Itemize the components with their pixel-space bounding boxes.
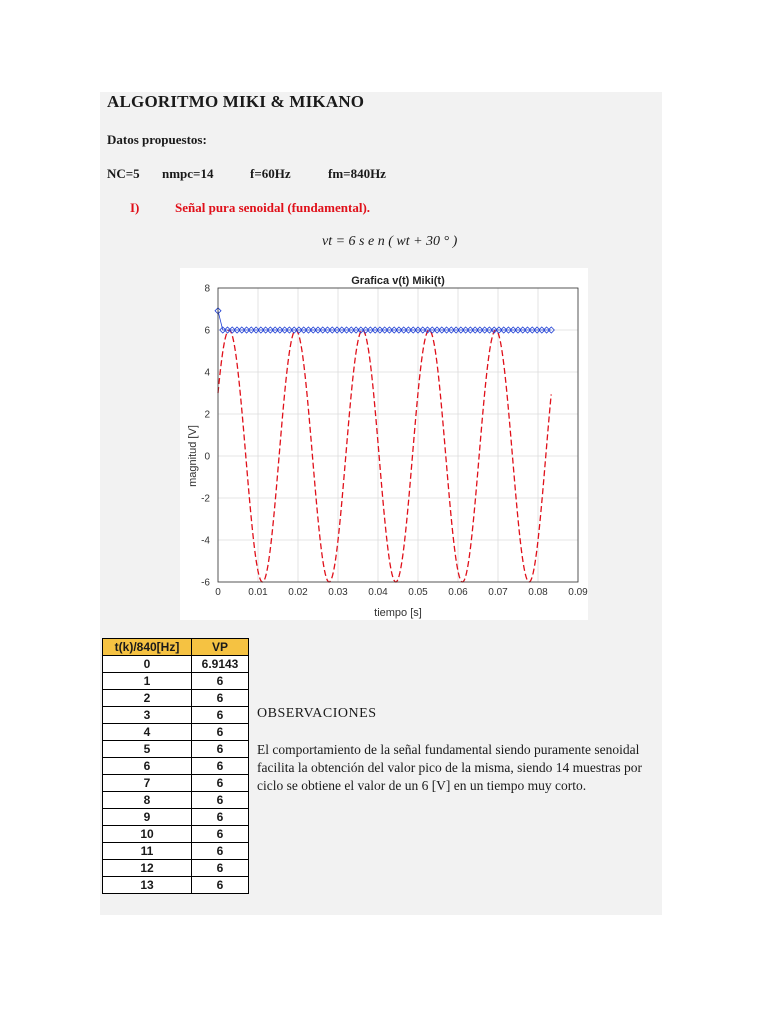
table-cell-vp: 6	[192, 843, 249, 860]
table-cell-vp: 6	[192, 775, 249, 792]
x-tick-label: 0.03	[328, 587, 348, 598]
param-f: f=60Hz	[250, 166, 291, 181]
param-nc: NC=5	[107, 166, 140, 181]
observaciones-title: OBSERVACIONES	[257, 706, 377, 721]
y-tick-label: 0	[204, 451, 210, 463]
chart-svg	[180, 268, 588, 620]
table-row	[103, 860, 249, 877]
y-tick-label: 2	[204, 409, 210, 421]
y-tick-label: 4	[204, 367, 210, 379]
table-cell-tk: 4	[103, 724, 192, 741]
section-text: Señal pura senoidal (fundamental).	[175, 200, 371, 215]
table-row	[103, 673, 249, 690]
x-tick-label: 0.04	[368, 587, 388, 598]
table-cell-tk: 9	[103, 809, 192, 826]
table-cell-tk: 12	[103, 860, 192, 877]
table-cell-tk: 13	[103, 877, 192, 894]
table-cell-vp: 6.9143	[192, 656, 249, 673]
observaciones-text: El comportamiento de la señal fundamental siendo puramente senoidal facilita la obtención del valor pico de la misma, siendo 14 muestras por ciclo se obtiene el valor de un 6 [V] en un tiempo muy corto.	[257, 742, 643, 793]
chart	[180, 268, 588, 620]
x-tick-label: 0.08	[528, 587, 548, 598]
table-row	[103, 741, 249, 758]
table-row	[103, 843, 249, 860]
y-tick-label: -4	[201, 535, 210, 547]
table-row	[103, 877, 249, 894]
table-body	[103, 656, 249, 894]
param-nmpc: nmpc=14	[162, 166, 214, 181]
y-tick-label: -2	[201, 493, 210, 505]
y-tick-label: 6	[204, 325, 210, 337]
chart-ylabel: magnitud [V]	[187, 425, 199, 487]
table-cell-tk: 6	[103, 758, 192, 775]
table-header-tk: t(k)/840[Hz]	[103, 639, 192, 656]
table-cell-vp: 6	[192, 860, 249, 877]
chart-title: Grafica v(t) Miki(t)	[351, 275, 445, 287]
table-cell-vp: 6	[192, 673, 249, 690]
table-cell-tk: 11	[103, 843, 192, 860]
document-title: ALGORITMO MIKI & MIKANO	[107, 92, 365, 111]
section-heading	[130, 200, 371, 216]
table-cell-tk: 8	[103, 792, 192, 809]
table-header-row	[103, 639, 249, 656]
table-row	[103, 792, 249, 809]
table-cell-vp: 6	[192, 707, 249, 724]
param-fm: fm=840Hz	[328, 166, 386, 181]
vp-table	[102, 638, 249, 894]
table-cell-tk: 10	[103, 826, 192, 843]
table-row	[103, 707, 249, 724]
datos-propuestos-label: Datos propuestos:	[107, 132, 207, 147]
x-tick-label: 0.06	[448, 587, 468, 598]
x-tick-label: 0.09	[568, 587, 588, 598]
table-cell-tk: 3	[103, 707, 192, 724]
table-cell-vp: 6	[192, 758, 249, 775]
table-cell-tk: 7	[103, 775, 192, 792]
table-cell-vp: 6	[192, 877, 249, 894]
table-header-vp: VP	[192, 639, 249, 656]
table-cell-vp: 6	[192, 690, 249, 707]
table-row	[103, 758, 249, 775]
x-tick-label: 0.02	[288, 587, 308, 598]
chart-series	[215, 308, 554, 582]
x-tick-label: 0.01	[248, 587, 268, 598]
x-tick-label: 0	[215, 587, 221, 598]
table-row	[103, 826, 249, 843]
table-cell-vp: 6	[192, 792, 249, 809]
table-cell-vp: 6	[192, 826, 249, 843]
y-tick-label: -6	[201, 577, 210, 589]
table-row	[103, 656, 249, 673]
table-row	[103, 809, 249, 826]
table-cell-vp: 6	[192, 809, 249, 826]
chart-xlabel: tiempo [s]	[374, 607, 422, 619]
table-row	[103, 690, 249, 707]
table-cell-tk: 1	[103, 673, 192, 690]
x-tick-label: 0.05	[408, 587, 428, 598]
x-tick-label: 0.07	[488, 587, 508, 598]
y-tick-label: 8	[204, 283, 210, 295]
formula: vt = 6 s e n ( wt + 30 ° )	[322, 234, 458, 249]
table-cell-vp: 6	[192, 741, 249, 758]
table-cell-tk: 5	[103, 741, 192, 758]
table-cell-vp: 6	[192, 724, 249, 741]
section-number: I)	[130, 200, 140, 215]
table-cell-tk: 2	[103, 690, 192, 707]
table-row	[103, 724, 249, 741]
table-cell-tk: 0	[103, 656, 192, 673]
table-row	[103, 775, 249, 792]
